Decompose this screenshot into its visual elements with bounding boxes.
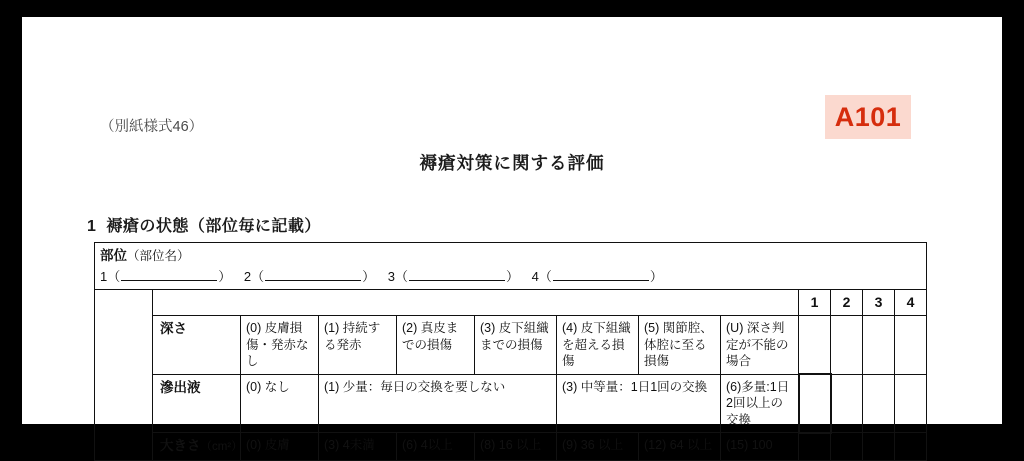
assessment-table (94, 242, 927, 461)
row-label-depth: 深さ (153, 316, 241, 375)
option-depth-0[interactable]: (0) 皮膚損傷・発赤なし (241, 316, 319, 375)
section-title: 褥瘡の状態（部位毎に記載） (106, 218, 321, 235)
score-cell-size-2[interactable] (831, 433, 863, 460)
score-cell-exudate-4[interactable] (895, 374, 927, 433)
option-depth-6[interactable]: (U) 深さ判定が不能の場合 (721, 316, 799, 375)
score-cell-size-3[interactable] (863, 433, 895, 460)
option-size-4[interactable]: (9) 36 以上 (557, 433, 639, 460)
site-entry-3-field[interactable] (409, 269, 505, 281)
score-cell-exudate-3[interactable] (863, 374, 895, 433)
option-depth-3[interactable]: (3) 皮下組織までの損傷 (475, 316, 557, 375)
site-row (95, 243, 927, 290)
assessment-table-wrapper (94, 242, 924, 461)
column-number-2: 2 (831, 289, 863, 315)
form-number: （別紙様式46） (100, 119, 204, 135)
site-entry-2-field[interactable] (265, 269, 361, 281)
site-label-wrap (100, 247, 921, 265)
site-entry-3[interactable] (388, 269, 519, 284)
site-entry-1-field[interactable] (121, 269, 217, 281)
row-label-size (153, 433, 241, 460)
column-number-1: 1 (799, 289, 831, 315)
score-cell-depth-4[interactable] (895, 316, 927, 375)
site-cell (95, 243, 927, 290)
option-size-2[interactable]: (6) 4以上 (397, 433, 475, 460)
section-heading (87, 213, 321, 236)
option-exudate-3[interactable]: (6)多量:1日2回以上の交換 (721, 374, 799, 433)
site-entry-2[interactable] (244, 269, 375, 284)
option-depth-4[interactable]: (4) 皮下組織を超える損傷 (557, 316, 639, 375)
site-label: 部位 (100, 248, 127, 263)
column-number-3: 3 (863, 289, 895, 315)
site-entry-2-label: 2（ (243, 268, 265, 284)
option-exudate-2[interactable]: (3) 中等量：1日1回の交換 (557, 374, 721, 433)
option-size-5[interactable]: (12) 64 以上 (639, 433, 721, 460)
table-row-depth (95, 316, 927, 375)
site-entry-1[interactable] (100, 269, 231, 284)
site-entry-3-close: ） (505, 268, 519, 284)
site-entry-1-label: 1（ (100, 268, 121, 284)
score-cell-size-4[interactable] (895, 433, 927, 460)
option-size-1[interactable]: (3) 4未満 (319, 433, 397, 460)
row-label-size-text: 大きさ (160, 438, 201, 454)
option-exudate-0[interactable]: (0) なし (241, 374, 319, 433)
site-entry-3-label: 3（ (387, 268, 408, 284)
corner-cell-spacer (153, 289, 799, 315)
section-number: 1 (87, 218, 97, 235)
site-entry-line (100, 268, 921, 285)
site-entry-4-label: 4（ (531, 268, 552, 284)
option-exudate-1[interactable]: (1) 少量：毎日の交換を要しない (319, 374, 557, 433)
option-size-3[interactable]: (8) 16 以上 (475, 433, 557, 460)
option-depth-1[interactable]: (1) 持続する発赤 (319, 316, 397, 375)
site-entry-4[interactable] (532, 269, 663, 284)
table-row-size (95, 433, 927, 460)
score-cell-depth-3[interactable] (863, 316, 895, 375)
page-title: 褥瘡対策に関する評価 (419, 153, 605, 173)
score-cell-depth-2[interactable] (831, 316, 863, 375)
table-row-exudate (95, 374, 927, 433)
column-number-4: 4 (895, 289, 927, 315)
site-entry-1-close: ） (218, 268, 232, 284)
score-cell-exudate-2[interactable] (831, 374, 863, 433)
column-number-row (95, 289, 927, 315)
option-depth-5[interactable]: (5) 関節腔、体腔に至る損傷 (639, 316, 721, 375)
option-depth-2[interactable]: (2) 真皮までの損傷 (397, 316, 475, 375)
option-size-0[interactable]: (0) 皮膚 (241, 433, 319, 460)
score-cell-size-1[interactable] (799, 433, 831, 460)
option-size-6[interactable]: (15) 100 (721, 433, 799, 460)
site-entry-4-close: ） (649, 268, 663, 284)
score-cell-exudate-1[interactable] (799, 374, 831, 433)
status-badge: A101 (825, 95, 911, 139)
row-label-size-unit: （cm²） (200, 441, 243, 454)
site-sublabel: （部位名） (127, 249, 190, 263)
site-entry-2-close: ） (362, 268, 376, 284)
score-cell-depth-1[interactable] (799, 316, 831, 375)
row-label-exudate: 滲出液 (153, 374, 241, 433)
row-group-cell (95, 316, 153, 460)
document-page (22, 17, 1002, 454)
site-entry-4-field[interactable] (553, 269, 649, 281)
corner-cell-left (95, 289, 153, 315)
